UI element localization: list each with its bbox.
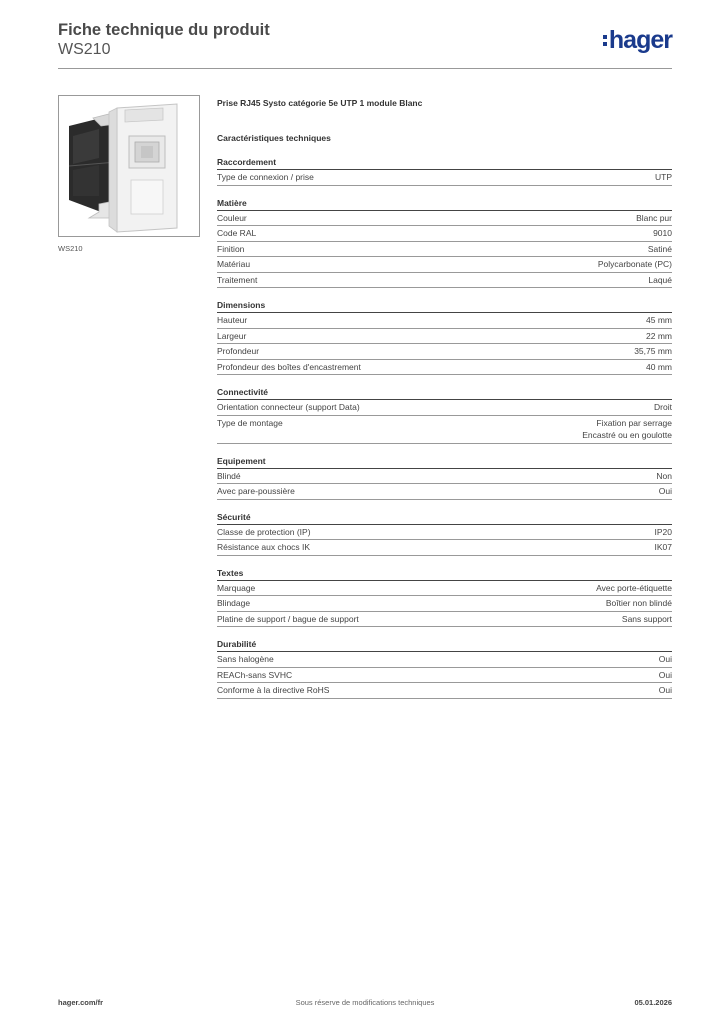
logo-dots-icon — [603, 35, 607, 46]
spec-section — [217, 511, 672, 556]
spec-value: IP20 — [654, 526, 672, 537]
spec-value: Polycarbonate (PC) — [597, 259, 672, 269]
spec-row — [217, 344, 672, 360]
spec-value: 22 mm — [646, 330, 672, 341]
spec-value: Oui — [658, 486, 672, 496]
spec-value: Laqué — [648, 274, 672, 285]
spec-row — [217, 360, 672, 376]
spec-value: Droit — [654, 402, 672, 412]
spec-section — [217, 567, 672, 628]
spec-section — [217, 299, 672, 375]
spec-key: Finition — [217, 243, 245, 254]
spec-key: Code RAL — [217, 228, 257, 238]
spec-section — [217, 156, 672, 186]
spec-key: Matériau — [217, 259, 251, 269]
spec-key: Profondeur des boîtes d'encastrement — [217, 361, 361, 372]
footer-disclaimer: Sous réserve de modifications techniques — [295, 998, 435, 1007]
spec-value: Sans support — [621, 613, 672, 624]
image-caption: WS210 — [58, 244, 83, 253]
spec-value: 45 mm — [646, 315, 672, 325]
spec-sections — [217, 156, 672, 699]
spec-key: REACh-sans SVHC — [217, 669, 293, 680]
spec-value: 35,75 mm — [634, 346, 672, 356]
footer-date: 05.01.2026 — [634, 998, 672, 1007]
spec-value: Satiné — [647, 243, 672, 254]
spec-key: Marquage — [217, 582, 256, 593]
spec-row — [217, 273, 672, 289]
section-title: Matière — [217, 197, 672, 211]
spec-section — [217, 638, 672, 699]
footer-website-link[interactable]: hager.com/fr — [58, 998, 104, 1007]
spec-key: Blindage — [217, 598, 251, 608]
spec-section — [217, 386, 672, 444]
spec-row — [217, 313, 672, 329]
spec-row — [217, 469, 672, 485]
spec-key: Résistance aux chocs IK — [217, 542, 311, 552]
spec-value: Non — [656, 470, 672, 481]
spec-row — [217, 612, 672, 628]
spec-row — [217, 400, 672, 416]
spec-key: Classe de protection (IP) — [217, 526, 311, 537]
spec-key: Platine de support / bague de support — [217, 613, 359, 624]
spec-row — [217, 540, 672, 556]
spec-row — [217, 329, 672, 345]
spec-row — [217, 242, 672, 258]
section-title: Dimensions — [217, 299, 672, 313]
product-code: WS210 — [58, 41, 111, 58]
spec-row — [217, 683, 672, 699]
spec-value: Oui — [658, 669, 672, 680]
spec-value: IK07 — [654, 542, 672, 552]
spec-row — [217, 484, 672, 500]
section-title: Raccordement — [217, 156, 672, 170]
spec-section — [217, 197, 672, 289]
spec-heading: Caractéristiques techniques — [217, 133, 331, 143]
section-title: Connectivité — [217, 386, 672, 400]
header-divider — [58, 68, 672, 69]
spec-key: Traitement — [217, 274, 258, 285]
spec-key: Orientation connecteur (support Data) — [217, 402, 360, 412]
spec-key: Type de connexion / prise — [217, 172, 314, 182]
spec-key: Sans halogène — [217, 654, 274, 664]
spec-key: Largeur — [217, 330, 247, 341]
spec-row — [217, 596, 672, 612]
spec-value: Avec porte-étiquette — [596, 582, 672, 593]
spec-value: 9010 — [653, 228, 672, 238]
spec-content — [217, 96, 672, 699]
spec-value: Boîtier non blindé — [605, 598, 672, 608]
spec-value: 40 mm — [646, 361, 672, 372]
logo-text: hager — [608, 26, 672, 54]
page-header — [58, 20, 672, 60]
spec-value: UTP — [655, 172, 672, 182]
spec-key: Hauteur — [217, 315, 248, 325]
section-title: Durabilité — [217, 638, 672, 652]
product-name: Prise RJ45 Systo catégorie 5e UTP 1 module Blanc — [217, 98, 423, 108]
section-title: Textes — [217, 567, 672, 581]
spec-key: Type de montage — [217, 417, 283, 428]
spec-value: Fixation par serrage Encastré ou en goulotte — [582, 417, 672, 440]
spec-row — [217, 525, 672, 541]
spec-row — [217, 581, 672, 597]
spec-value: Oui — [658, 654, 672, 664]
section-title: Equipement — [217, 455, 672, 469]
hager-logo[interactable] — [603, 27, 672, 53]
spec-row — [217, 652, 672, 668]
spec-row — [217, 226, 672, 242]
spec-section — [217, 455, 672, 500]
spec-key: Profondeur — [217, 346, 260, 356]
spec-row — [217, 170, 672, 186]
page-title: Fiche technique du produit — [58, 21, 270, 39]
spec-value: Oui — [658, 685, 672, 695]
spec-value: Blanc pur — [636, 212, 672, 223]
spec-row — [217, 257, 672, 273]
rj45-socket-icon — [59, 96, 199, 236]
spec-row — [217, 668, 672, 684]
spec-key: Couleur — [217, 212, 247, 223]
section-title: Sécurité — [217, 511, 672, 525]
spec-key: Conforme à la directive RoHS — [217, 685, 330, 695]
spec-key: Blindé — [217, 470, 241, 481]
spec-key: Avec pare-poussière — [217, 486, 295, 496]
spec-row — [217, 416, 672, 444]
spec-row — [217, 211, 672, 227]
product-image — [58, 95, 200, 237]
